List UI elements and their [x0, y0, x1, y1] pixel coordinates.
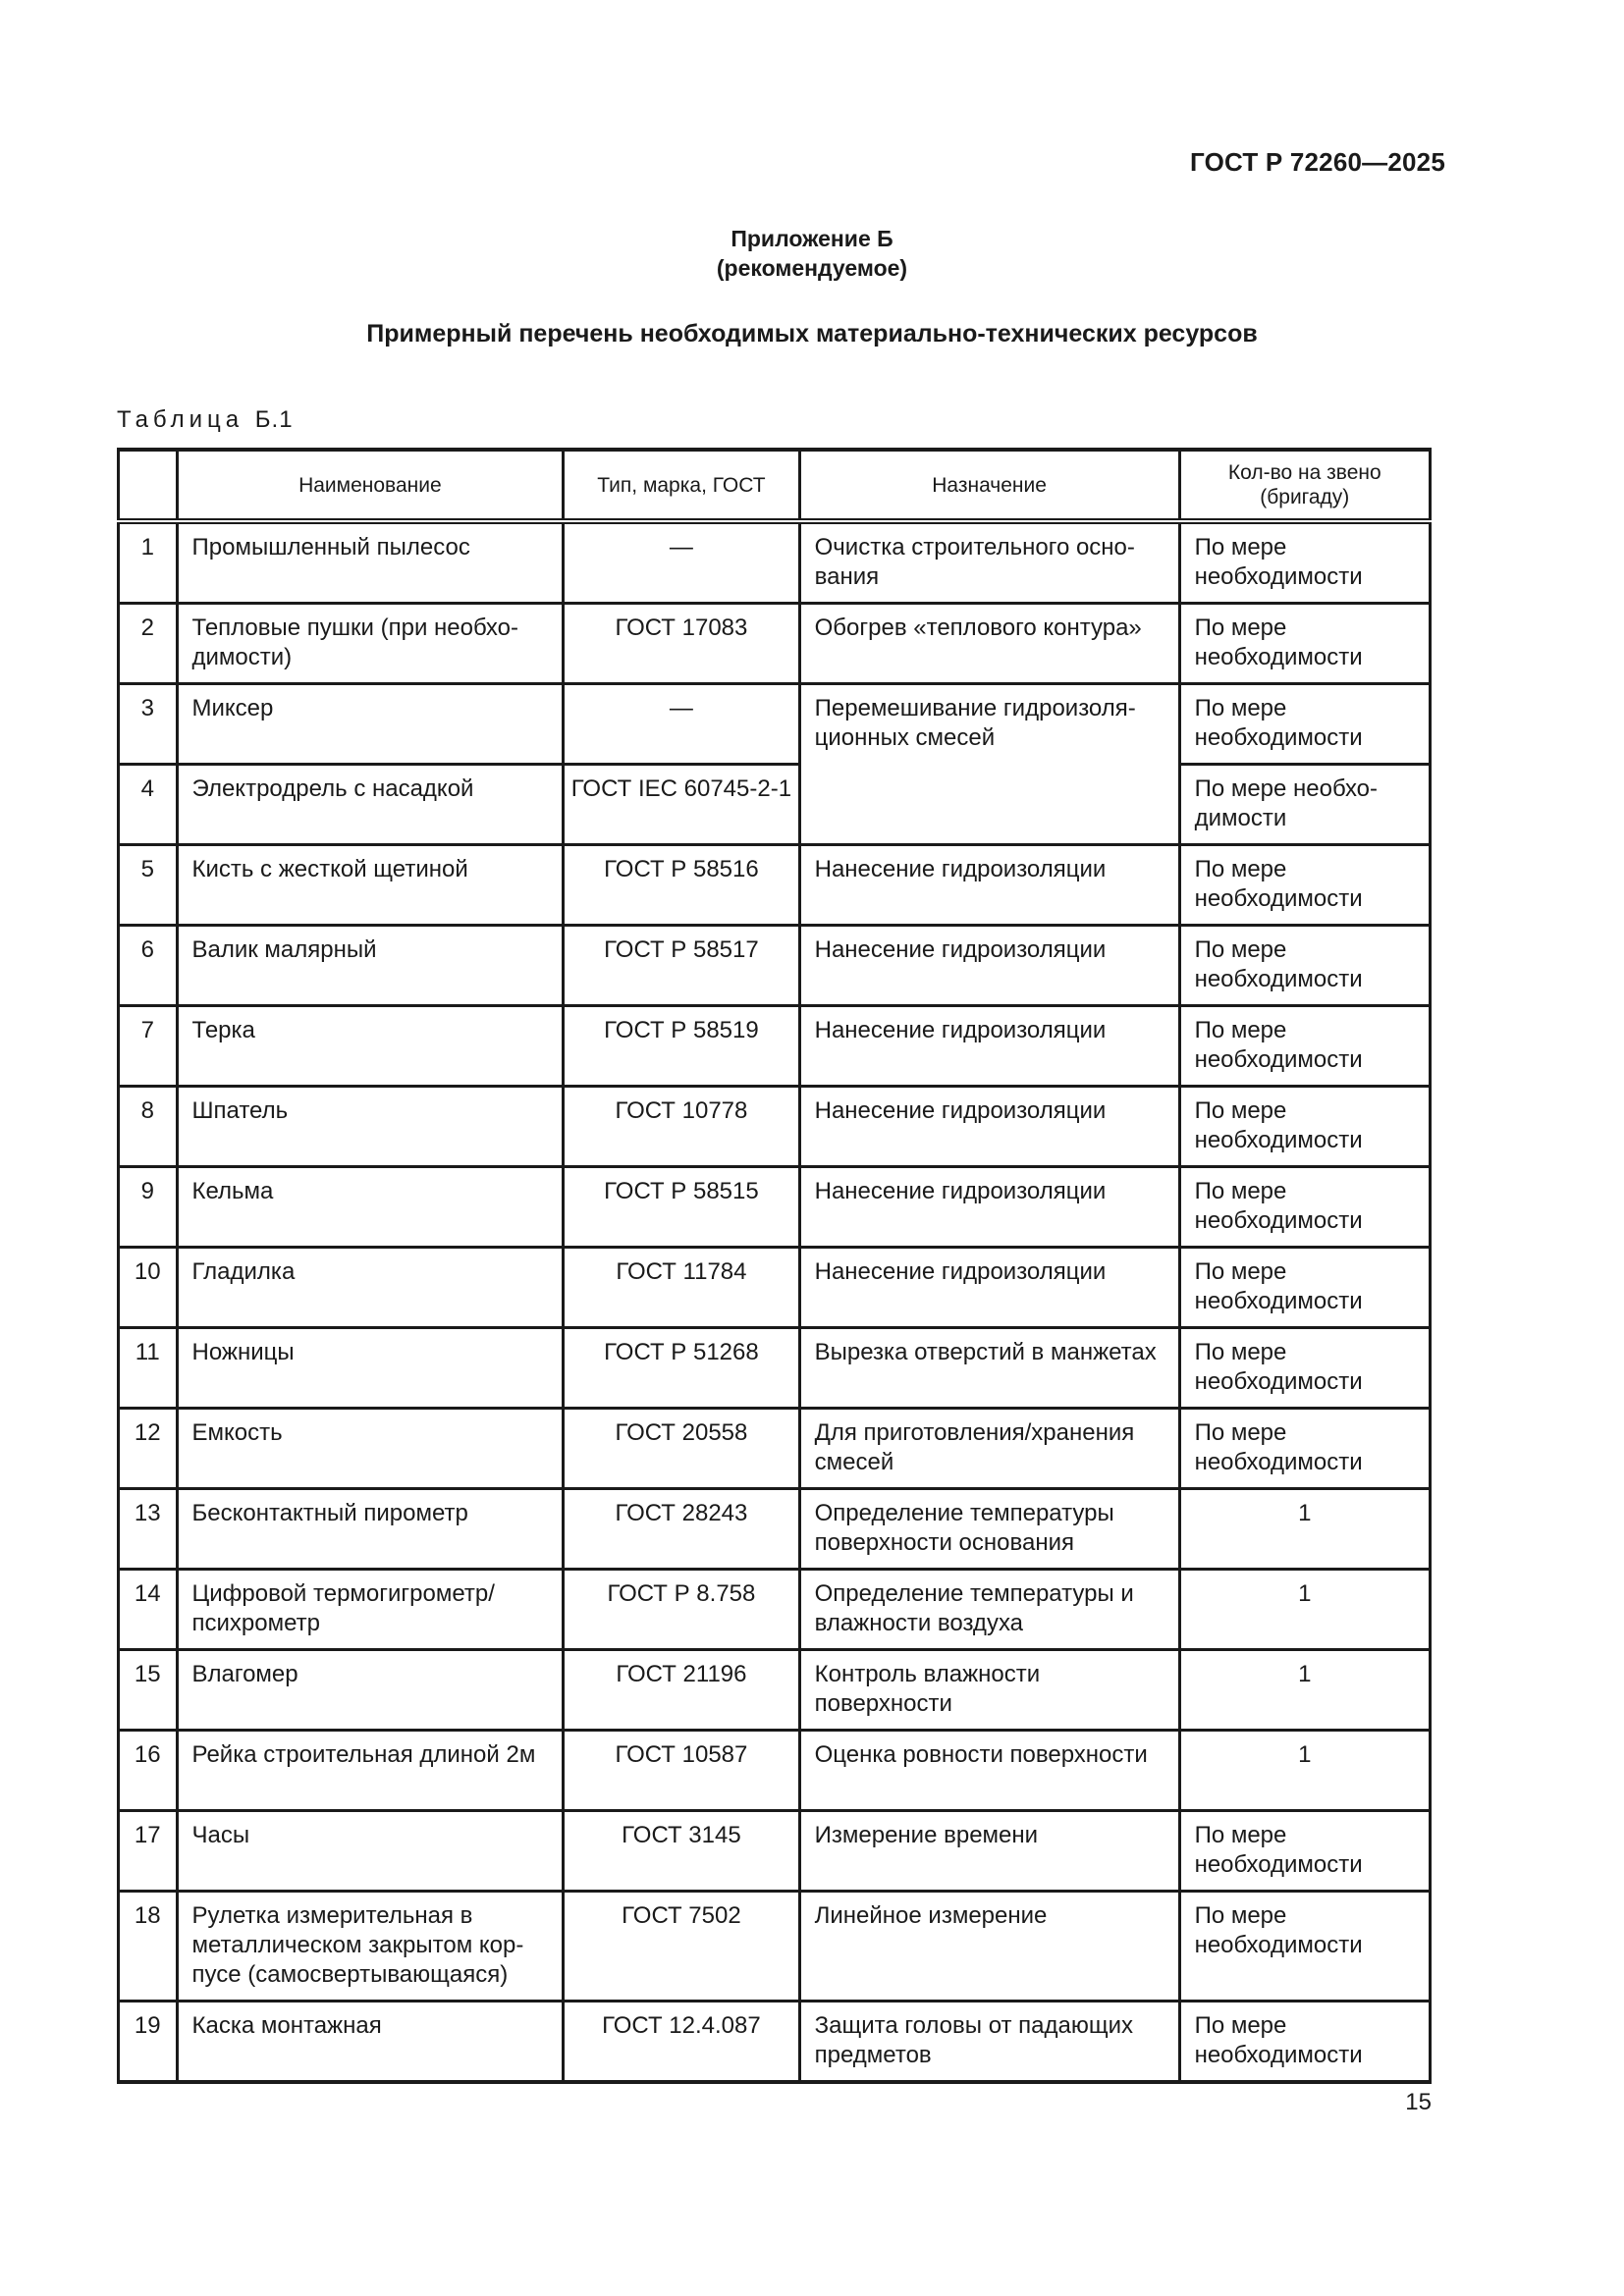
cell-name: Ножницы [177, 1328, 564, 1409]
cell-name: Терка [177, 1006, 564, 1087]
cell-quantity: По мере необходимости [1179, 2002, 1430, 2083]
cell-name: Цифровой термогигрометр/ психрометр [177, 1570, 564, 1650]
cell-purpose: Определение температуры и влажности воздуха [799, 1570, 1179, 1650]
cell-purpose: Нанесение гидроизоляции [799, 1248, 1179, 1328]
table-row [119, 845, 1431, 926]
page-number: 15 [1405, 2089, 1432, 2115]
cell-name: Рулетка измерительная в металлическом закрытом кор-пусе (самосвертывающаяся) [177, 1892, 564, 2002]
cell-quantity: По мере необхо-димости [1179, 765, 1430, 845]
cell-purpose: Контроль влажности поверхности [799, 1650, 1179, 1731]
cell-name: Кисть с жесткой щетиной [177, 845, 564, 926]
cell-number: 17 [119, 1811, 178, 1892]
cell-number: 6 [119, 926, 178, 1006]
cell-name: Кельма [177, 1167, 564, 1248]
cell-type: ГОСТ 21196 [564, 1650, 799, 1731]
section-title: Примерный перечень необходимых материально-технических ресурсов [366, 320, 1258, 347]
cell-type: ГОСТ 11784 [564, 1248, 799, 1328]
cell-purpose: Нанесение гидроизоляции [799, 926, 1179, 1006]
cell-name: Валик малярный [177, 926, 564, 1006]
cell-purpose: Обогрев «теплового контура» [799, 604, 1179, 684]
cell-quantity: По мере необходимости [1179, 684, 1430, 765]
table-row [119, 926, 1431, 1006]
cell-name: Емкость [177, 1409, 564, 1489]
cell-purpose: Оценка ровности поверхности [799, 1731, 1179, 1811]
cell-name: Тепловые пушки (при необхо-димости) [177, 604, 564, 684]
column-header-name: Наименование [177, 450, 564, 521]
cell-name: Миксер [177, 684, 564, 765]
cell-number: 10 [119, 1248, 178, 1328]
cell-purpose: Вырезка отверстий в манжетах [799, 1328, 1179, 1409]
cell-name: Часы [177, 1811, 564, 1892]
cell-name: Электродрель с насадкой [177, 765, 564, 845]
cell-number: 14 [119, 1570, 178, 1650]
cell-type: ГОСТ 10778 [564, 1087, 799, 1167]
table-row [119, 1489, 1431, 1570]
cell-name: Влагомер [177, 1650, 564, 1731]
table-row [119, 1650, 1431, 1731]
table-row [119, 1731, 1431, 1811]
appendix-heading [0, 224, 1624, 283]
document-code: ГОСТ Р 72260—2025 [1190, 147, 1445, 177]
cell-quantity: 1 [1179, 1731, 1430, 1811]
column-header-quantity-line2: (бригаду) [1260, 486, 1350, 508]
cell-name: Рейка строительная длиной 2м [177, 1731, 564, 1811]
cell-number: 4 [119, 765, 178, 845]
cell-name: Гладилка [177, 1248, 564, 1328]
cell-quantity: По мере необходимости [1179, 1811, 1430, 1892]
table-caption [117, 406, 294, 434]
cell-number: 13 [119, 1489, 178, 1570]
cell-quantity: По мере необходимости [1179, 926, 1430, 1006]
cell-number: 16 [119, 1731, 178, 1811]
column-header-quantity-line1: Кол-во на звено [1227, 461, 1381, 484]
cell-type: ГОСТ 3145 [564, 1811, 799, 1892]
table-row [119, 765, 1431, 845]
table-row [119, 684, 1431, 765]
cell-name: Каска монтажная [177, 2002, 564, 2083]
table-row [119, 1087, 1431, 1167]
cell-name: Шпатель [177, 1087, 564, 1167]
cell-quantity: 1 [1179, 1489, 1430, 1570]
cell-purpose: Нанесение гидроизоляции [799, 845, 1179, 926]
cell-type: ГОСТ Р 58515 [564, 1167, 799, 1248]
cell-number: 2 [119, 604, 178, 684]
cell-quantity: По мере необходимости [1179, 521, 1430, 604]
resources-table [117, 448, 1432, 2084]
appendix-status: (рекомендуемое) [716, 255, 908, 281]
cell-purpose: Нанесение гидроизоляции [799, 1006, 1179, 1087]
table-row [119, 1811, 1431, 1892]
table-row [119, 2002, 1431, 2083]
table-header-row [119, 450, 1431, 521]
column-header-quantity [1179, 450, 1430, 521]
cell-number: 1 [119, 521, 178, 604]
column-header-type: Тип, марка, ГОСТ [564, 450, 799, 521]
table-row [119, 1248, 1431, 1328]
cell-purpose: Для приготовления/хранения смесей [799, 1409, 1179, 1489]
cell-type: ГОСТ Р 8.758 [564, 1570, 799, 1650]
cell-quantity: По мере необходимости [1179, 1248, 1430, 1328]
cell-number: 11 [119, 1328, 178, 1409]
cell-purpose-merged: Перемешивание гидроизоля-ционных смесей [799, 684, 1179, 845]
table-row [119, 1570, 1431, 1650]
cell-quantity: 1 [1179, 1570, 1430, 1650]
cell-type: ГОСТ 7502 [564, 1892, 799, 2002]
cell-purpose: Нанесение гидроизоляции [799, 1167, 1179, 1248]
cell-type: ГОСТ Р 51268 [564, 1328, 799, 1409]
cell-type: ГОСТ 12.4.087 [564, 2002, 799, 2083]
cell-purpose: Нанесение гидроизоляции [799, 1087, 1179, 1167]
cell-number: 19 [119, 2002, 178, 2083]
table-row [119, 1328, 1431, 1409]
cell-purpose: Измерение времени [799, 1811, 1179, 1892]
cell-quantity: По мере необходимости [1179, 1087, 1430, 1167]
table-row [119, 604, 1431, 684]
cell-quantity: По мере необходимости [1179, 1328, 1430, 1409]
cell-type: ГОСТ 17083 [564, 604, 799, 684]
cell-type: — [564, 521, 799, 604]
cell-type: ГОСТ 28243 [564, 1489, 799, 1570]
cell-type: ГОСТ Р 58517 [564, 926, 799, 1006]
cell-number: 5 [119, 845, 178, 926]
cell-type: ГОСТ Р 58516 [564, 845, 799, 926]
cell-type: — [564, 684, 799, 765]
column-header-purpose: Назначение [799, 450, 1179, 521]
cell-type: ГОСТ IEC 60745-2-1 [564, 765, 799, 845]
cell-number: 3 [119, 684, 178, 765]
cell-type: ГОСТ 20558 [564, 1409, 799, 1489]
appendix-title: Приложение Б [731, 226, 893, 251]
cell-number: 9 [119, 1167, 178, 1248]
cell-purpose: Очистка строительного осно-вания [799, 521, 1179, 604]
cell-purpose: Линейное измерение [799, 1892, 1179, 2002]
cell-quantity: По мере необходимости [1179, 1409, 1430, 1489]
cell-name: Промышленный пылесос [177, 521, 564, 604]
column-header-number [119, 450, 178, 521]
table-row [119, 1409, 1431, 1489]
cell-quantity: По мере необходимости [1179, 845, 1430, 926]
table-caption-label: Таблица [117, 406, 244, 433]
cell-number: 7 [119, 1006, 178, 1087]
cell-number: 15 [119, 1650, 178, 1731]
cell-type: ГОСТ 10587 [564, 1731, 799, 1811]
cell-purpose: Защита головы от падающих предметов [799, 2002, 1179, 2083]
cell-quantity: По мере необходимости [1179, 1006, 1430, 1087]
cell-number: 12 [119, 1409, 178, 1489]
cell-quantity: По мере необходимости [1179, 604, 1430, 684]
table-row [119, 521, 1431, 604]
cell-quantity: По мере необходимости [1179, 1167, 1430, 1248]
cell-quantity: По мере необходимости [1179, 1892, 1430, 2002]
cell-type: ГОСТ Р 58519 [564, 1006, 799, 1087]
cell-quantity: 1 [1179, 1650, 1430, 1731]
table-row [119, 1006, 1431, 1087]
cell-number: 18 [119, 1892, 178, 2002]
table-caption-number: Б.1 [254, 406, 294, 433]
cell-number: 8 [119, 1087, 178, 1167]
table-row [119, 1167, 1431, 1248]
cell-name: Бесконтактный пирометр [177, 1489, 564, 1570]
cell-purpose: Определение температуры поверхности основания [799, 1489, 1179, 1570]
table-row [119, 1892, 1431, 2002]
